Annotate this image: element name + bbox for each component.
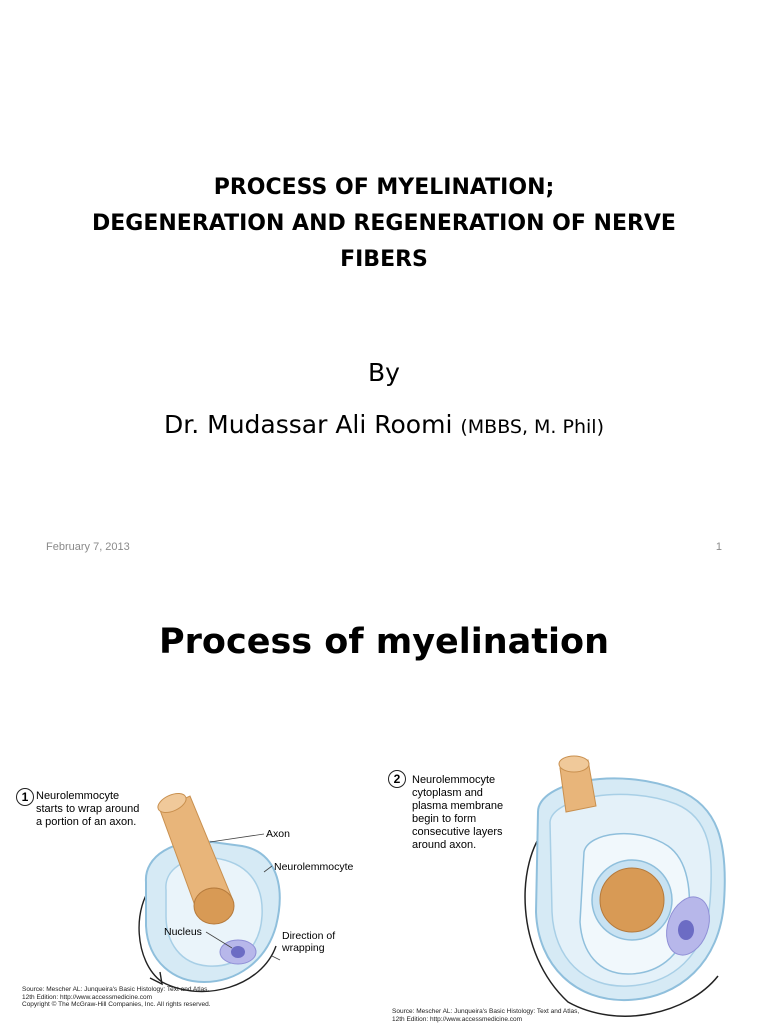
slide-number: 1	[715, 541, 722, 553]
step1-description	[36, 790, 139, 829]
author-name: Dr. Mudassar Ali Roomi	[164, 410, 453, 439]
step-text-line: Neurolemmocyte	[412, 774, 496, 786]
footer-date: February 7, 2013	[46, 541, 130, 553]
nucleus-label: Nucleus	[164, 926, 202, 938]
step-text-line: plasma membrane	[412, 800, 504, 812]
author-qualifications: (MBBS, M. Phil)	[460, 416, 604, 438]
title-line: DEGENERATION AND REGENERATION OF NERVE	[92, 211, 676, 236]
step-number-badge: 1	[16, 788, 34, 806]
step-text-line: Neurolemmocyte	[36, 790, 120, 802]
source-line: Copyright © The McGraw-Hill Companies, Inc. All rights reserved.	[22, 1001, 211, 1008]
step2-description	[412, 774, 503, 852]
neurolemmocyte-label: Neurolemmocyte	[274, 861, 354, 873]
figure2-source-credit	[392, 1008, 712, 1023]
step-text-line: starts to wrap around	[36, 803, 140, 815]
source-line: Source: Mescher AL: Junqueira's Basic Histology: Text and Atlas,	[22, 986, 210, 993]
slide-title: Process of myelination	[159, 622, 609, 662]
title-line: FIBERS	[340, 247, 428, 272]
myelination-step2-figure	[388, 762, 764, 1024]
direction-label-line: wrapping	[282, 942, 325, 954]
step-text-line: consecutive layers	[412, 826, 503, 838]
axon-cross-section	[194, 888, 234, 924]
myelination-step1-figure	[14, 786, 384, 1024]
step-text-line: cytoplasm and	[412, 787, 483, 799]
author-line	[0, 410, 768, 439]
direction-of-wrapping-label	[282, 930, 335, 954]
content-slide	[0, 576, 768, 1024]
source-line: Source: Mescher AL: Junqueira's Basic Histology: Text and Atlas,	[392, 1008, 580, 1015]
source-line: 12th Edition: http://www.accessmedicine.com	[22, 993, 153, 1001]
step-text-line: begin to form	[412, 813, 477, 825]
step-number-badge: 2	[388, 770, 406, 788]
wrapping-direction-arrow-head	[150, 972, 162, 984]
direction-label-line: Direction of	[282, 930, 336, 942]
presentation-title	[40, 170, 728, 278]
source-line: 12th Edition: http://www.accessmedicine.com	[392, 1015, 523, 1023]
title-line: PROCESS OF MYELINATION;	[213, 175, 555, 200]
step-text-line: a portion of an axon.	[36, 816, 137, 828]
step-text-line: around axon.	[412, 839, 477, 851]
axon-cross-section	[600, 868, 664, 932]
figure1-source-credit	[22, 986, 352, 1009]
by-label: By	[368, 358, 400, 387]
axon-label: Axon	[266, 828, 290, 840]
